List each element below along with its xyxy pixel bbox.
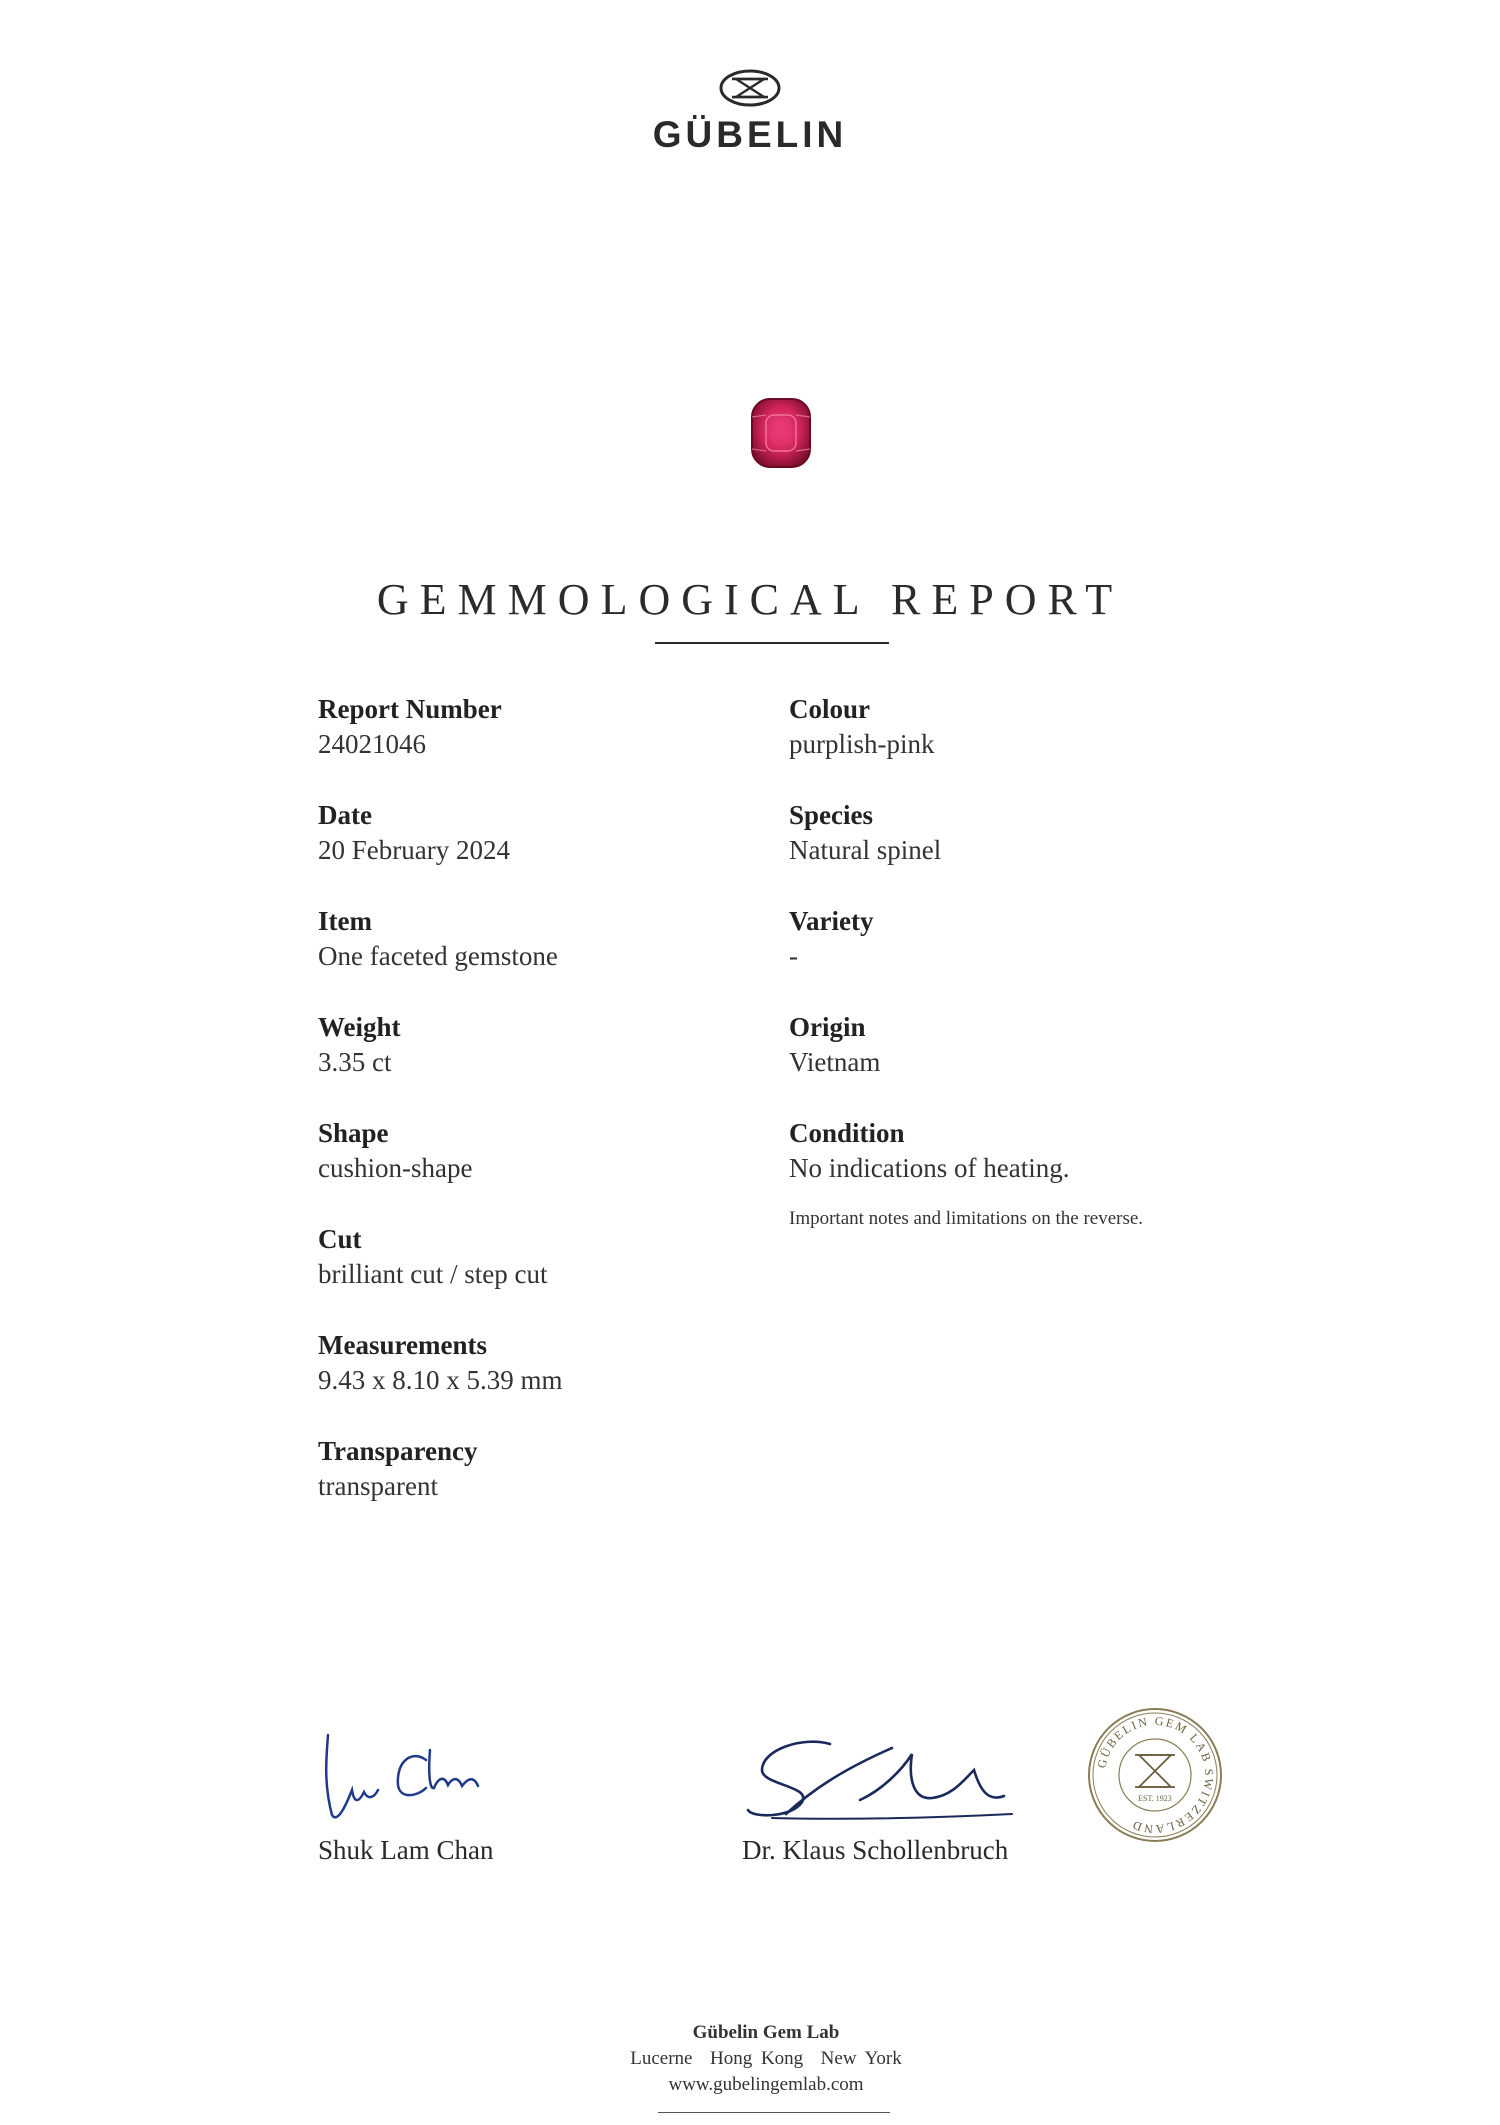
report-title: GEMMOLOGICAL REPORT bbox=[376, 575, 1124, 624]
field-value: 20 February 2024 bbox=[318, 835, 510, 865]
seal-text: GÜBELIN GEM LAB SWITZERLAND bbox=[1094, 1713, 1217, 1837]
field-condition bbox=[789, 1116, 1289, 1186]
brand-logo bbox=[0, 68, 1500, 156]
field-value: brilliant cut / step cut bbox=[318, 1259, 548, 1289]
title-underline bbox=[655, 642, 889, 644]
field-value: - bbox=[789, 941, 798, 971]
field-label: Transparency bbox=[318, 1436, 478, 1466]
handwritten-signature bbox=[742, 1730, 1032, 1830]
field-label: Species bbox=[789, 800, 873, 830]
field-value: 9.43 x 8.10 x 5.39 mm bbox=[318, 1365, 563, 1395]
footer-locations: Lucerne Hong Kong New York bbox=[630, 2048, 902, 2069]
field-value: Natural spinel bbox=[789, 835, 942, 865]
field-value: One faceted gemstone bbox=[318, 941, 558, 971]
field-item bbox=[318, 904, 818, 974]
field-report-number bbox=[318, 692, 818, 762]
field-value: Vietnam bbox=[789, 1047, 881, 1077]
reverse-note: Important notes and limitations on the reverse. bbox=[789, 1208, 1144, 1229]
field-label: Date bbox=[318, 800, 372, 830]
field-date bbox=[318, 798, 818, 868]
lab-seal-stamp bbox=[1085, 1705, 1225, 1850]
field-label: Variety bbox=[789, 906, 874, 936]
signatory-name: Shuk Lam Chan bbox=[318, 1835, 494, 1865]
field-value: transparent bbox=[318, 1471, 438, 1501]
field-origin bbox=[789, 1010, 1289, 1080]
field-measurements bbox=[318, 1328, 818, 1398]
signature-chan bbox=[318, 1730, 538, 1866]
footer-website[interactable]: www.gubelingemlab.com bbox=[668, 2074, 864, 2095]
footer bbox=[0, 2020, 1500, 2098]
field-shape bbox=[318, 1116, 818, 1186]
field-colour bbox=[789, 692, 1289, 762]
field-value: purplish-pink bbox=[789, 729, 935, 759]
brand-wordmark: GÜBELIN bbox=[652, 114, 848, 155]
field-value: cushion-shape bbox=[318, 1153, 473, 1183]
handwritten-signature bbox=[318, 1730, 538, 1830]
hourglass-emblem-icon bbox=[718, 68, 782, 108]
field-weight bbox=[318, 1010, 818, 1080]
signature-schollenbruch bbox=[742, 1730, 1032, 1866]
field-variety bbox=[789, 904, 1289, 974]
field-value: No indications of heating. bbox=[789, 1153, 1070, 1183]
field-label: Cut bbox=[318, 1224, 362, 1254]
seal-est: EST. 1923 bbox=[1138, 1794, 1172, 1803]
field-label: Colour bbox=[789, 694, 870, 724]
signatory-name: Dr. Klaus Schollenbruch bbox=[742, 1835, 1009, 1865]
field-label: Shape bbox=[318, 1118, 389, 1148]
gemstone-photo bbox=[750, 397, 812, 474]
field-label: Measurements bbox=[318, 1330, 487, 1360]
field-transparency bbox=[318, 1434, 818, 1504]
field-species bbox=[789, 798, 1289, 868]
field-cut bbox=[318, 1222, 818, 1292]
field-label: Weight bbox=[318, 1012, 401, 1042]
footer-underline bbox=[658, 2112, 890, 2113]
field-label: Report Number bbox=[318, 694, 502, 724]
field-value: 24021046 bbox=[318, 729, 426, 759]
footer-lab-name: Gübelin Gem Lab bbox=[692, 2022, 840, 2043]
field-label: Condition bbox=[789, 1118, 905, 1148]
field-label: Origin bbox=[789, 1012, 866, 1042]
field-label: Item bbox=[318, 906, 372, 936]
field-value: 3.35 ct bbox=[318, 1047, 392, 1077]
